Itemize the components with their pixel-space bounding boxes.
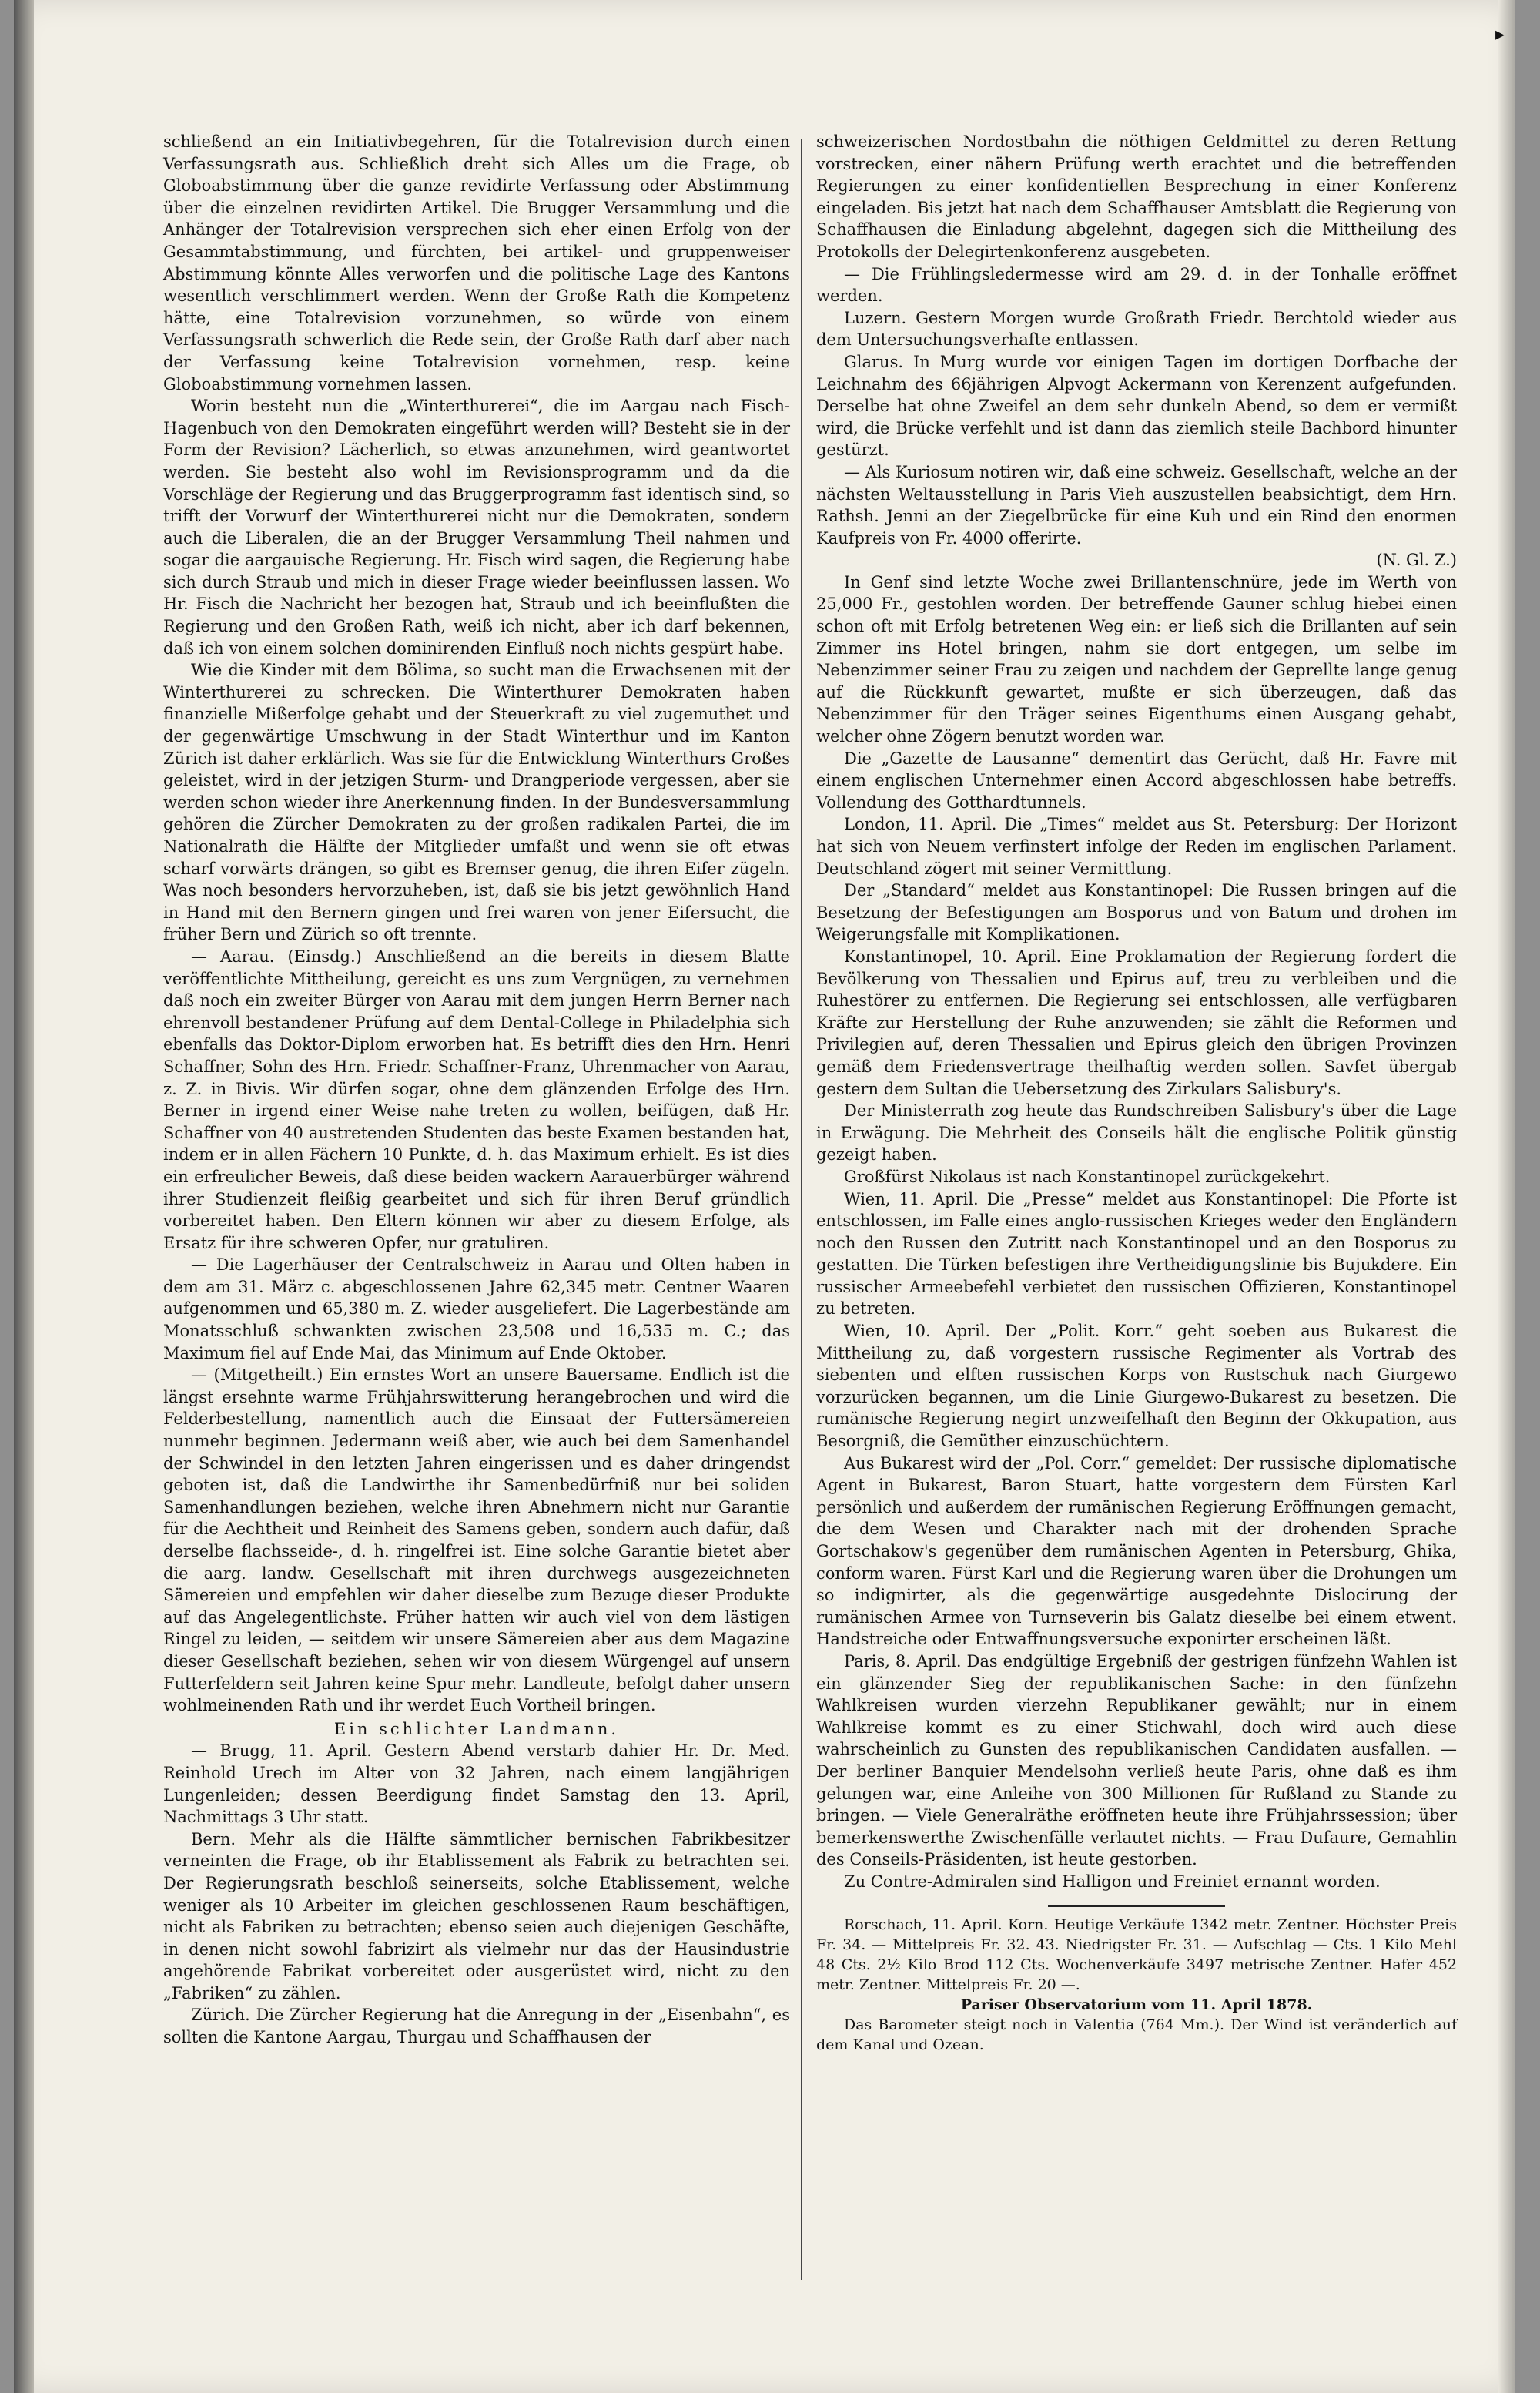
article-paragraph: Wie die Kinder mit dem Bölima, so sucht man die Erwachsenen mit der Winterthurerei zu schrecken. Die Winterthurer Demokraten haben finanzielle Mißerfolge gehabt und der Steuerkraft zu viel zugemuthet und der gegenwärtige Umschwung in der Stadt Winterthur und im Kanton Zürich ist daher erklärlich. Was sie für die Entwicklung Winterthurs Großes geleistet, wird in der jetzigen Sturm- und Drangperiode vergessen, aber sie werden schon wieder ihre Anerkennung finden. In der Bundesversammlung gehören die Zürcher Demokraten zu der großen radikalen Partei, die im Nationalrath die Hälfte der Mitglieder umfaßt und wenn sie oft etwas scharf vorwärts drängen, so gibt es Bremser genug, die ihren Eifer zügeln. Was noch besonders hervorzuheben, ist, daß sie bis jetzt gewöhnlich Hand in Hand mit den Bernern gingen und frei waren von jener Eifersucht, die früher Bern und Zürich so oft trennte. <box>163 661 790 944</box>
article-paragraph: Wien, 10. April. Der „Polit. Korr.“ geht soeben aus Bukarest die Mittheilung zu, daß vorgestern russische Regimenter als Vortrab des siebenten und elften russischen Korps von Rustschuk nach Giurgewo vorzurücken begannen, um die Linie Giurgewo-Bukarest zu besetzen. Die rumänische Regierung negirt unzweifelhaft den Beginn der Okkupation, aus Besorgniß, die Gemüther einzuschüchtern. <box>816 1322 1457 1451</box>
article-paragraph: — Die Lagerhäuser der Centralschweiz in Aarau und Olten haben in dem am 31. März c. abgeschlossenen Jahre 62,345 metr. Centner Waaren aufgenommen und 65,380 m. Z. wieder ausgeliefert. Die Lagerbestände am Monatsschluß schwankten zwischen 23,508 und 16,535 m. C.; das Maximum fiel auf Ende Mai, das Minimum auf Ende Oktober. <box>163 1255 790 1362</box>
article-paragraph: In Genf sind letzte Woche zwei Brillantenschnüre, jede im Werth von 25,000 Fr., gestohlen worden. Der betreffende Gauner schlug hiebei einen schon oft mit Erfolg betretenen Weg ein: er ließ sich die Brillanten auf sein Zimmer ins Hotel bringen, nahm sie dort entgegen, um selbe im Nebenzimmer seiner Frau zu zeigen und nachdem der Geprellte lange genug auf die Rückkunft gewartet, mußte er sich überzeugen, daß das Nebenzimmer für den Träger seines Eigenthums einen Ausgang gehabt, welcher ohne Zögern benutzt worden war. <box>816 572 1457 746</box>
column-rule <box>801 139 802 2280</box>
page-edge <box>1498 0 1515 2393</box>
section-divider <box>1048 1905 1225 1907</box>
left-column <box>163 131 790 2049</box>
source-reference: (N. Gl. Z.) <box>1376 551 1457 570</box>
signature-line: Ein schlichter Landmann. <box>333 1719 620 1738</box>
article-paragraph: — Die Frühlingsledermesse wird am 29. d. in der Tonhalle eröffnet werden. <box>816 264 1457 306</box>
article-paragraph: London, 11. April. Die „Times“ meldet aus St. Petersburg: Der Horizont hat sich von Neuem verfinstert infolge der Reden im englischen Parlament. Deutschland zögert mit seiner Vermittlung. <box>816 815 1457 878</box>
article-paragraph: Aus Bukarest wird der „Pol. Corr.“ gemeldet: Der russische diplomatische Agent in Bukarest, Baron Stuart, hatte vorgestern dem Fürsten Karl persönlich und außerdem der rumänischen Regierung Eröffnungen gemacht, die dem Wesen und Charakter nach mit der drohenden Sprache Gortschakow's gegenüber dem rumänischen Agenten in Petersburg, Ghika, conform waren. Fürst Karl und die Regierung waren über die Drohungen um so indignirter, als die gegenwärtige ausgedehnte Dislocirung der rumänischen Armee von Turnseverin bis Galatz dieselbe bei einem etwent. Handstreiche oder Entwaffnungsversuche exponirter erscheinen läßt. <box>816 1453 1457 1649</box>
article-paragraph: — Brugg, 11. April. Gestern Abend verstarb dahier Hr. Dr. Med. Reinhold Urech im Alter von 32 Jahren, nach einem langjährigen Lungenleiden; dessen Beerdigung findet Samstag den 13. April, Nachmittags 3 Uhr statt. <box>163 1741 790 1827</box>
market-report: Rorschach, 11. April. Korn. Heutige Verkäufe 1342 metr. Zentner. Höchster Preis Fr. 34. — Mittelpreis Fr. 32. 43. Niedrigster Fr. 31. — Aufschlag — Cts. 1 Kilo Mehl 48 Cts. 2½ Kilo Brod 112 Cts. Wochenverkäufe 3497 metrische Zentner. Hafer 452 metr. Zentner. Mittelpreis Fr. 20 —. <box>816 1915 1457 1993</box>
article-paragraph: Bern. Mehr als die Hälfte sämmtlicher bernischen Fabrikbesitzer verneinten die Frage, ob ihr Etablissement als Fabrik zu betrachten sei. Der Regierungsrath beschloß seinerseits, solche Etablissement, welche weniger als 10 Arbeiter im gleichen geschlossenen Raum beschäftigen, nicht als Fabriken zu betrachten; ebenso seien auch diejenigen Geschäfte, in denen nicht sowohl fabrizirt als vielmehr nur das der Hausindustrie angehörende Fabrikat vorbereitet oder ausgerüstet wird, nicht zu den „Fabriken“ zu zählen. <box>163 1829 790 2003</box>
page-marker: ▸ <box>1495 23 1505 45</box>
binding-shadow <box>14 0 34 2393</box>
article-paragraph: Zu Contre-Admiralen sind Halligon und Freiniet ernannt worden. <box>844 1872 1381 1891</box>
article-paragraph: Zürich. Die Zürcher Regierung hat die Anregung in der „Eisenbahn“, es sollten die Kantone Aargau, Thurgau und Schaffhausen der <box>163 2006 790 2047</box>
right-column <box>816 131 1457 2055</box>
article-paragraph: — Aarau. (Einsdg.) Anschließend an die bereits in diesem Blatte veröffentlichte Mittheilung, gereicht es uns zum Vergnügen, zu vernehmen daß noch ein zweiter Bürger von Aarau mit dem jungen Herrn Berner nach ehrenvoll bestandener Prüfung auf dem Dental-College in Philadelphia sich ebenfalls das Doktor-Diplom erworben hat. Es betrifft dies den Hrn. Henri Schaffner, Sohn des Hrn. Friedr. Schaffner-Franz, Uhrenmacher von Aarau, z. Z. in Bivis. Wir dürfen sogar, ohne dem glänzenden Erfolge des Hrn. Berner in irgend einer Weise nahe treten zu wollen, beifügen, daß Hr. Schaffner von 40 austretenden Studenten das beste Examen bestanden hat, indem er in allen Fächern 10 Punkte, d. h. das Maximum erhielt. Es ist dies ein erfreulicher Beweis, daß diese beiden wackern Aarauerbürger während ihrer Studienzeit fleißig gearbeitet und sich für ihren Beruf gründlich vorbereitet haben. Den Eltern können wir aber zu diesem Erfolge, als Ersatz für ihre schweren Opfer, nur gratuliren. <box>163 947 790 1252</box>
article-paragraph: Paris, 8. April. Das endgültige Ergebniß der gestrigen fünfzehn Wahlen ist ein glänzender Sieg der republikanischen Sache: in den fünfzehn Wahlkreisen wurden vierzehn Republikaner gewählt; nur in einem Wahlkreise kommt es zu einer Stichwahl, doch wird auch diese wahrscheinlich zu Gunsten des republikanischen Candidaten ausfallen. — Der berliner Banquier Mendelsohn verließ heute Paris, ohne daß es ihm gelungen war, eine Anleihe von 300 Millionen für Rußland zu Stande zu bringen. — Viele Generalräthe eröffneten heute ihre Frühjahrssession; über bemerkenswerthe Zwischenfälle verlautet nichts. — Frau Dufaure, Gemahlin des Conseils-Präsidenten, ist heute gestorben. <box>816 1651 1457 1869</box>
article-paragraph: Wien, 11. April. Die „Presse“ meldet aus Konstantinopel: Die Pforte ist entschlossen, im Falle eines anglo-russischen Krieges weder den Engländern noch den Russen den Zutritt nach Konstantinopel und an den Bosporus zu gestatten. Die Türken befestigen ihre Vertheidigungslinie bis Bujukdere. Ein russischer Armeebefehl verbietet den russischen Offizieren, Konstantinopel zu betreten. <box>816 1189 1457 1319</box>
article-paragraph: Worin besteht nun die „Winterthurerei“, die im Aargau nach Fisch-Hagenbuch von den Demokraten eingeführt werden will? Besteht sie in der Form der Revision? Lächerlich, so etwas anzunehmen, wird geantwortet werden. Sie besteht also wohl im Revisionsprogramm und da die Vorschläge der Regierung und das Bruggerprogramm fast identisch sind, so trifft der Vorwurf der Winterthurerei nicht nur die Demokraten, sondern auch die Liberalen, die an der Brugger Versammlung Theil nahmen und sogar die aargauische Regierung. Hr. Fisch wird sagen, die Regierung habe sich durch Straub und mich in dieser Frage wieder beeinflussen lassen. Wo Hr. Fisch die Nachricht her bezogen hat, Straub und ich beeinflußten die Regierung und den Großen Rath, weiß ich nicht, aber ich darf bekennen, daß ich von einem solchen dominirenden Einfluß noch nichts gespürt habe. <box>163 397 790 658</box>
article-paragraph: Der Ministerrath zog heute das Rundschreiben Salisbury's über die Lage in Erwägung. Die Mehrheit des Conseils hält die englische Politik günstig gezeigt haben. <box>816 1101 1457 1165</box>
article-paragraph: Glarus. In Murg wurde vor einigen Tagen im dortigen Dorfbache der Leichnahm des 66jährigen Alpvogt Ackermann von Kerenzent aufgefunden. Derselbe hat ohne Zweifel an dem sehr dunkeln Abend, so dem er vermißt wird, die Brücke verfehlt und ist dann das ziemlich steile Bachbord hinunter gestürzt. <box>816 352 1457 460</box>
article-paragraph: — (Mitgetheilt.) Ein ernstes Wort an unsere Bauersame. Endlich ist die längst ersehnte warme Frühjahrswitterung herangebrochen und wird die Felderbestellung, namentlich auch die Einsaat der Futtersämereien nunmehr beginnen. Jedermann weiß aber, wie auch bei dem Samenhandel der Schwindel in den letzten Jahren eingerissen und es daher dringendst geboten ist, daß die Landwirthe ihr Samenbedürfniß nur bei soliden Samenhandlungen beziehen, welche ihren Abnehmern nicht nur Garantie für die Aechtheit und Reinheit des Samens geben, sondern auch dafür, daß derselbe flachsseide-, d. h. ringelfrei ist. Eine solche Garantie bietet aber die aarg. landw. Gesellschaft mit ihren durchwegs ausgezeichneten Sämereien und empfehlen wir daher dieselbe zum Bezuge dieser Produkte auf das Angelegentlichste. Früher hatten wir auch viel von dem lästigen Ringel zu leiden, — seitdem wir unsere Sämereien aber aus dem Magazine dieser Gesellschaft beziehen, sehen wir von diesem Würgengel auf unsern Futterfeldern seit Jahren keine Spur mehr. Landleute, befolgt daher unsern wohlmeinenden Rath und ihr werdet Euch Vortheil bringen. <box>163 1366 790 1715</box>
article-paragraph: Luzern. Gestern Morgen wurde Großrath Friedr. Berchtold wieder aus dem Untersuchungsverhafte entlassen. <box>816 308 1457 350</box>
article-paragraph: schweizerischen Nordostbahn die nöthigen Geldmittel zu deren Rettung vorstrecken, einer nähern Prüfung werth erachtet und die betreffenden Regierungen zu einer konfidentiellen Besprechung in einer Konferenz eingeladen. Bis jetzt hat nach dem Schaffhauser Amtsblatt die Regierung von Schaffhausen die Einladung abgelehnt, dagegen sich die Mittheilung des Protokolls der Delegirtenkonferenz ausgebeten. <box>816 132 1457 261</box>
article-paragraph: — Als Kuriosum notiren wir, daß eine schweiz. Gesellschaft, welche an der nächsten Weltausstellung in Paris Vieh auszustellen beabsichtigt, dem Hrn. Rathsh. Jenni an der Ziegelbrücke für eine Kuh und ein Rind den enormen Kaufpreis von Fr. 4000 offerirte. <box>816 462 1457 548</box>
observatory-report: Das Barometer steigt noch in Valentia (764 Mm.). Der Wind ist veränderlich auf dem Kanal und Ozean. <box>816 2016 1457 2053</box>
article-paragraph: Großfürst Nikolaus ist nach Konstantinopel zurückgekehrt. <box>844 1167 1331 1186</box>
article-paragraph: Konstantinopel, 10. April. Eine Proklamation der Regierung fordert die Bevölkerung von Thessalien und Epirus auf, treu zu verbleiben und die Ruhestörer zu entfernen. Die Regierung sei entschlossen, alle verfügbaren Kräfte zur Herstellung der Ruhe anzuwenden; sie zählt die Reformen und Privilegien auf, deren Thessalien und Epirus gleich den übrigen Provinzen gemäß dem Friedensvertrage theilhaftig werden sollen. Savfet übergab gestern dem Sultan die Uebersetzung des Zirkulars Salisbury's. <box>816 947 1457 1098</box>
article-paragraph: schließend an ein Initiativbegehren, für die Totalrevision durch einen Verfassungsrath aus. Schließlich dreht sich Alles um die Frage, ob Globoabstimmung über die ganze revidirte Verfassung oder Abstimmung über die einzelnen revidirten Artikel. Die Brugger Versammlung und die Anhänger der Totalrevision versprechen sich eher einen Erfolg von der Gesammtabstimmung, und fürchten, bei artikel- und gruppenweiser Abstimmung könnte Alles verworfen und die politische Lage des Kantons wesentlich verschlimmert werden. Wenn der Große Rath die Kompetenz hätte, eine Totalrevision vorzunehmen, so würde von einem Verfassungsrath schwerlich die Rede sein, der Große Rath darf aber nach der Verfassung keine Totalrevision vornehmen, resp. keine Globoabstimmung vornehmen lassen. <box>163 132 790 394</box>
article-paragraph: Der „Standard“ meldet aus Konstantinopel: Die Russen bringen auf die Besetzung der Befestigungen am Bosporus und von Batum und drohen im Weigerungsfalle mit Komplikationen. <box>816 881 1457 944</box>
article-paragraph: Die „Gazette de Lausanne“ dementirt das Gerücht, daß Hr. Favre mit einem englischen Unternehmer einen Accord abgeschlossen habe betreffs. Vollendung des Gotthardtunnels. <box>816 749 1457 812</box>
observatory-title: Pariser Observatorium vom 11. April 1878. <box>960 1996 1313 2013</box>
